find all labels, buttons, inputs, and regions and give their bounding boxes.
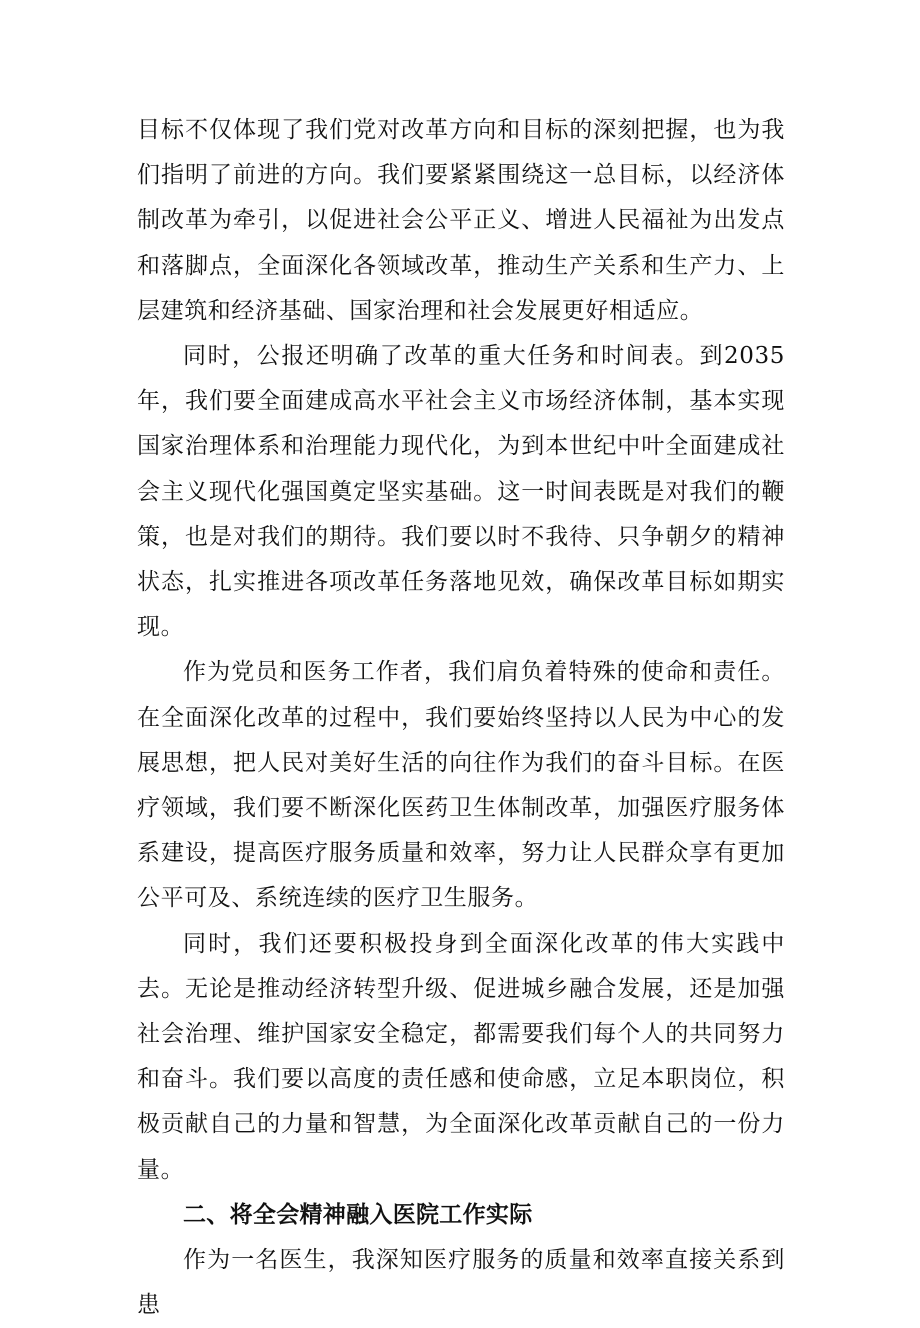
paragraph-mission: 作为党员和医务工作者，我们肩负着特殊的使命和责任。在全面深化改革的过程中，我们要始终坚持以人民为中心的发展思想，把人民对美好生活的向往作为我们的奋斗目标。在医疗领域，我们要不断深化医药卫生体制改革，加强医疗服务体系建设，提高医疗服务质量和效率，努力让人民群众享有更加公平可及、系统连续的医疗卫生服务。 xyxy=(137,659,785,912)
section-heading: 二、将全会精神融入医院工作实际 xyxy=(183,1201,533,1228)
document-body xyxy=(137,108,785,1328)
paragraph-continued: 目标不仅体现了我们党对改革方向和目标的深刻把握，也为我们指明了前进的方向。我们要紧紧围绕这一总目标，以经济体制改革为牵引，以促进社会公平正义、增进人民福祉为出发点和落脚点，全面深化各领域改革，推动生产关系和生产力、上层建筑和经济基础、国家治理和社会发展更好相适应。 xyxy=(137,117,785,324)
paragraph-doctor: 作为一名医生，我深知医疗服务的质量和效率直接关系到患 xyxy=(137,1247,785,1319)
paragraph-practice: 同时，我们还要积极投身到全面深化改革的伟大实践中去。无论是推动经济转型升级、促进城乡融合发展，还是加强社会治理、维护国家安全稳定，都需要我们每个人的共同努力和奋斗。我们要以高度的责任感和使命感，立足本职岗位，积极贡献自己的力量和智慧，为全面深化改革贡献自己的一份力量。 xyxy=(137,930,785,1183)
paragraph-timeline: 同时，公报还明确了改革的重大任务和时间表。到2035年，我们要全面建成高水平社会主义市场经济体制，基本实现国家治理体系和治理能力现代化，为到本世纪中叶全面建成社会主义现代化强国奠定坚实基础。这一时间表既是对我们的鞭策，也是对我们的期待。我们要以时不我待、只争朝夕的精神状态，扎实推进各项改革任务落地见效，确保改革目标如期实现。 xyxy=(137,343,785,641)
